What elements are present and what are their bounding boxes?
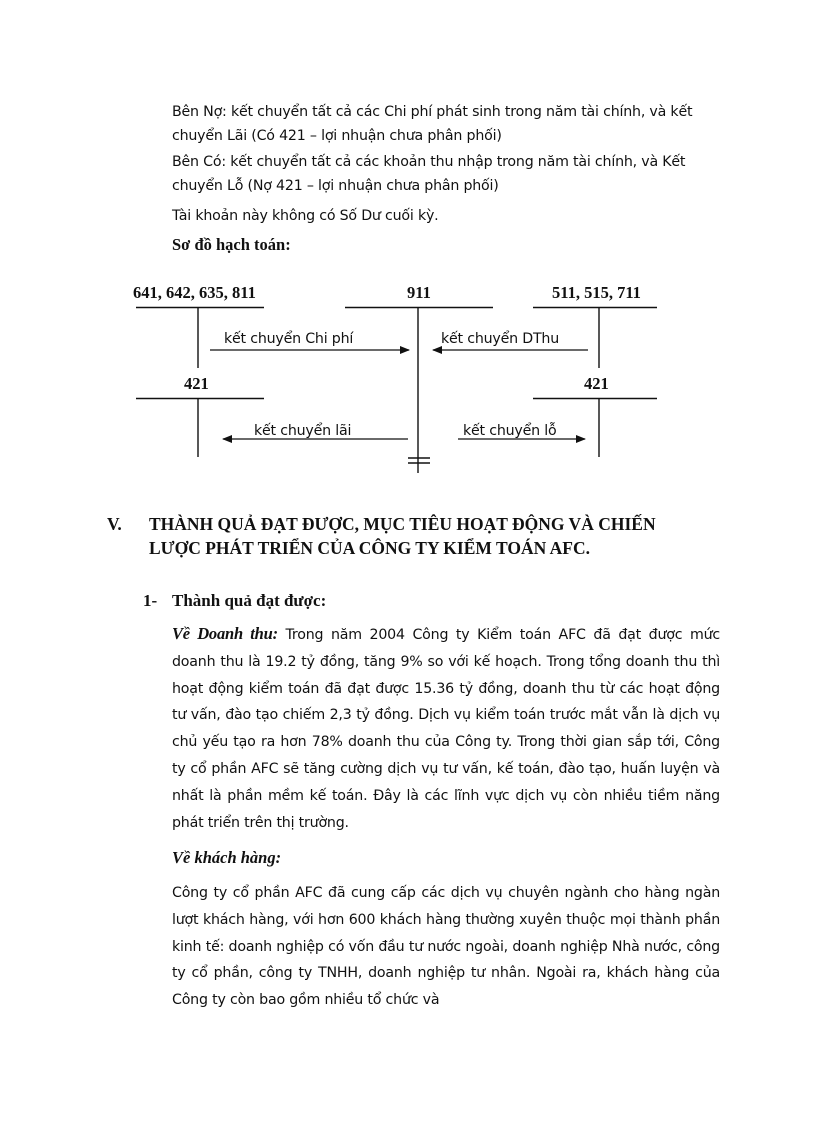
customers-label: Về khách hàng:: [172, 848, 282, 867]
ben-co-text: Bên Có: kết chuyển tất cả các khoản thu nhập trong năm tài chính, và Kết chuyển Lỗ (Nợ 421 – lợi nhuận chưa phân phối): [172, 154, 686, 194]
so-do-title: Sơ đồ hạch toán:: [172, 235, 291, 254]
arrow-revenue-label: kết chuyển DThu: [441, 331, 560, 347]
section-title-line1: THÀNH QUẢ ĐẠT ĐƯỢC, MỤC TIÊU HOẠT ĐỘNG VÀ CHIẾN: [149, 514, 656, 534]
section-title-line2: LƯỢC PHÁT TRIỂN CỦA CÔNG TY KIỂM TOÁN AFC.: [149, 538, 590, 558]
account-expenses-label: 641, 642, 635, 811: [133, 283, 256, 302]
arrow-profit-label: kết chuyển lãi: [254, 423, 352, 439]
account-profit-left-label: 421: [184, 374, 209, 393]
so-du-text: Tài khoản này không có Số Dư cuối kỳ.: [172, 208, 439, 224]
section-number: V.: [107, 514, 122, 534]
account-revenue-label: 511, 515, 711: [552, 283, 641, 302]
t-account-profit-left: [136, 399, 264, 458]
revenue-label: Về Doanh thu:: [172, 624, 278, 643]
subsection-title: Thành quả đạt được:: [172, 591, 327, 610]
account-result-label: 911: [407, 283, 431, 302]
arrow-expenses-label: kết chuyển Chi phí: [224, 331, 354, 347]
revenue-paragraph: [172, 621, 720, 836]
customers-heading: [172, 846, 720, 870]
ben-no-text: Bên Nợ: kết chuyển tất cả các Chi phí phát sinh trong năm tài chính, và kết chuyển Lãi (Có 421 – lợi nhuận chưa phân phối): [172, 104, 693, 144]
revenue-text: Trong năm 2004 Công ty Kiểm toán AFC đã đạt được mức doanh thu là 19.2 tỷ đồng, tăng 9% so với kế hoạch. Trong tổng doanh thu thì hoạt động kiểm toán đã đạt được 15.36 tỷ đồng, doanh thu từ các hoạt động tư vấn, đào tạo chiếm 2,3 tỷ đồng. Dịch vụ kiểm toán trước mắt vẫn là dịch vụ chủ yếu tạo ra hơn 78% doanh thu của Công ty. Trong thời gian sắp tới, Công ty cổ phần AFC sẽ tăng cường dịch vụ tư vấn, kế toán, đào tạo, huấn luyện và nhất là phần mềm kế toán. Đây là các lĩnh vực dịch vụ còn nhiều tiềm năng phát triển trên thị trường.: [172, 627, 720, 831]
arrow-loss-label: kết chuyển lỗ: [463, 423, 557, 439]
customers-text: Công ty cổ phần AFC đã cung cấp các dịch vụ chuyên ngành cho hàng ngàn lượt khách hàng, với hơn 600 khách hàng thường xuyên thuộc mọi thành phần kinh tế: doanh nghiệp có vốn đầu tư nước ngoài, doanh nghiệp Nhà nước, công ty cổ phần, công ty TNHH, doanh nghiệp tư nhân. Ngoài ra, khách hàng của Công ty còn bao gồm nhiều tổ chức và: [172, 885, 720, 1009]
subsection-number: 1-: [143, 591, 158, 610]
account-profit-right-label: 421: [584, 374, 609, 393]
